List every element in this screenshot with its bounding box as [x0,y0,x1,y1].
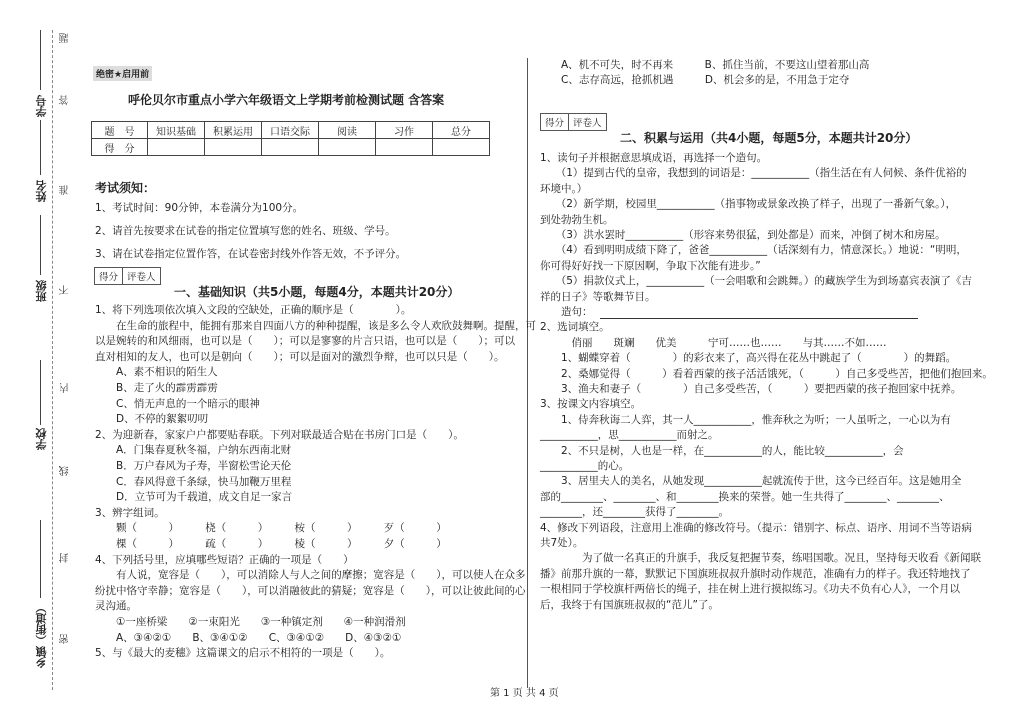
fill-line-school [40,360,41,425]
binding-mark-xian: 线 [60,466,71,476]
question-line: B．万户春风为子寿，半窗松雪论天伦 [95,460,292,472]
question-line: （1）提到古代的皇帝，我想到的词语是：___________（指生活在有人伺候、条件优裕的 [540,167,967,180]
question-line: 棵（ ） 疏（ ） 棱（ ） 夕（ ） [95,538,447,550]
question-line: 环境中。） [540,182,588,195]
question-line: 部的________、________、和________换来的荣誉。她一生共得了________、________、 [540,490,950,503]
question-line: 5、与《最大的麦穗》这篇课文的启示不相符的一项是（ ）。 [95,647,391,660]
question-line: 3、居里夫人的美名，从她发现___________起就流传于世，这今已经百年。这是她用全 [540,475,962,488]
grader-reviewer-label: 评卷人 [127,272,156,283]
score-cell: 阅读 [319,122,376,139]
grader-box [540,113,607,131]
binding-label-student-id: 学号 [35,95,48,117]
question-line: ________，还________获得了________。 [540,506,729,519]
score-table-header-row [92,122,490,139]
score-cell: 口语交际 [262,122,319,139]
binding-label-school: 学校 [35,428,48,450]
question-line: （2）新学期，校园里___________（指事物或景象改换了样子，出现了一番新气象。）， [540,198,957,211]
question-line: A．门集春夏秋冬福，户纳东西南北财 [95,444,292,457]
question-line: （4）看到明明成绩下降了，爸爸___________（话深刻有力，情意深长。）地说：“明明， [540,244,967,257]
question-line: 1、侍奔秋诲二人弈，其一人___________，惟奔秋之为听；一人虽听之，一心以为有 [540,413,951,426]
question-line: 2、不只是树，人也是一样，在___________的人，能比较___________，会 [540,444,904,457]
grader-reviewer-label: 评卷人 [573,118,602,129]
question-line: 4、下列括号里，应填哪些短语？正确的一项是（ ） [95,553,354,566]
question-line: 播》前那升旗的一幕，默默记下国旗班叔叔升旗时动作规范，准确有力的样子。我还特地找了 [540,567,971,580]
binding-mark-zhun: 准 [60,185,71,195]
score-cell: 得 分 [92,139,148,156]
notice-heading: 考试须知： [95,181,156,195]
question-line: 到处勃勃生机。 [540,213,614,226]
grader-box [94,267,161,285]
question-line: 3、辨字组词。 [95,506,165,519]
fill-line-class [40,215,41,275]
score-cell: 积累运用 [205,122,262,139]
sentence-answer-line[interactable] [600,318,918,319]
section1-title: 一、基础知识（共5小题，每题4分，本题共计20分） [174,285,460,299]
score-cell: 知识基础 [148,122,205,139]
binding-mark-ti: 题 [60,33,71,43]
option-line: C、志存高远，抢抓机遇 D、机会多的是，不用急于定夺 [540,74,850,86]
score-input-cell[interactable] [376,139,433,156]
question-line: 为了做一名真正的升旗手，我反复把握节奏，练唱国歌。况且，坚持每天收看《新闻联 [540,552,981,565]
question-line: 一根相同于学校旗杆两倍长的绳子，挂在树上进行摸拟练习。《功夫不负有心人》，一个月以 [540,583,960,596]
score-table-score-row [92,139,490,156]
binding-mark-da: 答 [60,95,71,105]
score-cell: 习作 [376,122,433,139]
question-line: （3）洪水罢时___________（形容来势很猛，到处都是）而来，冲倒了树木和房屋。 [540,229,946,241]
secret-tag: 绝密★启用前 [93,66,152,81]
notice-item: 1、考试时间：90分钟，本卷满分为100分。 [95,202,304,214]
question-line: B、走了火的霹雳霹雳 [95,382,218,394]
question-line: 在生命的旅程中，能拥有那来自四面八方的种种提醒，该是多么令人欢欣鼓舞啊。提醒，可 [95,319,536,332]
score-input-cell[interactable] [262,139,319,156]
binding-dashed-line [52,30,53,690]
question-line: 俏丽 斑斓 优美 宁可……也…… 与其……不如…… [540,336,887,349]
column-divider [527,58,528,688]
binding-mark-mi: 密 [60,634,71,644]
fill-line-township [40,520,41,598]
question-line: ___________，思___________而射之。 [540,429,719,442]
question-line: A、素不相识的陌生人 [95,366,218,379]
question-line: C、悄无声息的一个暗示的眼神 [95,397,260,410]
score-input-cell[interactable] [319,139,376,156]
question-line: 灵沟通。 [95,600,137,613]
score-cell: 总分 [433,122,490,139]
page-footer: 第 1 页 共 4 页 [490,688,559,699]
question-line: 你可得好好找一下原因啊，争取下次能有进步。” [540,259,761,272]
binding-mark-nei: 内 [60,383,71,393]
question-line: C．春风得意千条绿，快马加鞭万里程 [95,475,292,488]
question-line: 祥的日子》等歌舞节目。 [540,290,656,303]
question-line: 造句： [540,306,593,318]
question-line: 2、选词填空。 [540,321,610,334]
question-line: ___________的心。 [540,460,630,472]
section2-title: 二、积累与运用（共4小题，每题5分，本题共计20分） [620,131,918,145]
score-input-cell[interactable] [205,139,262,156]
binding-label-township: 乡镇（街道） [35,602,48,668]
notice-item: 3、请在试卷指定位置作答，在试卷密封线外作答无效，不予评分。 [95,248,407,260]
question-line: A、③④②① B、③④①② C、③④①② D、④③②① [95,631,402,644]
fill-line-name [40,120,41,175]
binding-mark-feng: 封 [60,553,71,563]
option-line: A、机不可失，时不再来 B、抓住当前，不要这山望着那山高 [540,59,870,71]
grader-score-label: 得分 [541,114,569,130]
question-line: 直对相知的友人，也可以是朝向（ ）；可以是面对的激烈争辩，也可以只是（ ）。 [95,350,505,363]
fill-line-student-id [40,30,41,90]
binding-label-name: 姓名 [35,180,48,202]
question-line: ①一座桥梁 ②一束阳光 ③一种镇定剂 ④一种润滑剂 [95,616,406,628]
question-line: 2、为迎新春，家家户户都要贴春联。下列对联最适合贴在书房门口是（ ）。 [95,428,464,441]
question-line: D．立节可为千载道，成文自足一家言 [95,491,293,504]
notice-item: 2、请首先按要求在试卷的指定位置填写您的姓名、班级、学号。 [95,225,396,237]
binding-mark-bu: 不 [60,285,71,295]
question-line: 1、将下列选项依次填入文段的空缺处，正确的顺序是（ ）。 [95,304,412,316]
question-line: 纷扰中恪守幸静；宽容是（ ），可以消融彼此的猜疑；宽容是（ ），可以让彼此间的心 [95,584,526,597]
question-line: 共7处）。 [540,537,584,549]
binding-label-class: 班级 [35,280,48,302]
question-line: 有人说，宽容是（ ），可以消除人与人之间的摩擦；宽容是（ ），可以使人在众多 [95,569,526,582]
page-title: 呼伦贝尔市重点小学六年级语文上学期考前检测试题 含答案 [128,93,445,107]
question-line: 2、桑娜觉得（ ）看着西蒙的孩子活活饿死，（ ）自己多受些苦，把他们抱回来。 [540,367,993,380]
question-line: 后，我终于有国旗班叔叔的“范儿”了。 [540,598,719,611]
question-line: 3、渔夫和妻子（ ）自己多受些苦，（ ）要把西蒙的孩子抱回家中抚养。 [540,383,962,395]
question-line: 4、修改下列语段，注意用上准确的修改符号。（提示：错别字、标点、语序、用词不当等语病 [540,521,972,534]
question-line: D、不停的絮絮叨叨 [95,413,209,426]
question-line: 颗（ ） 桡（ ） 桉（ ） 歹（ ） [95,522,447,535]
grader-score-label: 得分 [95,268,123,284]
question-line: （5）捐款仪式上，___________（一会唱歌和会跳舞。）的藏族学生为到场嘉宾表演了《吉 [540,275,972,288]
score-input-cell[interactable] [433,139,490,156]
score-input-cell[interactable] [148,139,205,156]
score-cell: 题 号 [92,122,148,139]
question-line: 3、按课文内容填空。 [540,398,642,411]
question-line: 1、蝴蝶穿着（ ）的彩衣来了，高兴得在花丛中跳起了（ ）的舞蹈。 [540,352,957,365]
question-line: 1、读句子并根据意思填成语，再选择一个造句。 [540,152,768,164]
score-table [91,121,490,156]
question-line: 以是婉转的和风细雨，也可以是（ ）；可以是寥寥的片言只语，也可以是（ ）；可以 [95,335,515,348]
